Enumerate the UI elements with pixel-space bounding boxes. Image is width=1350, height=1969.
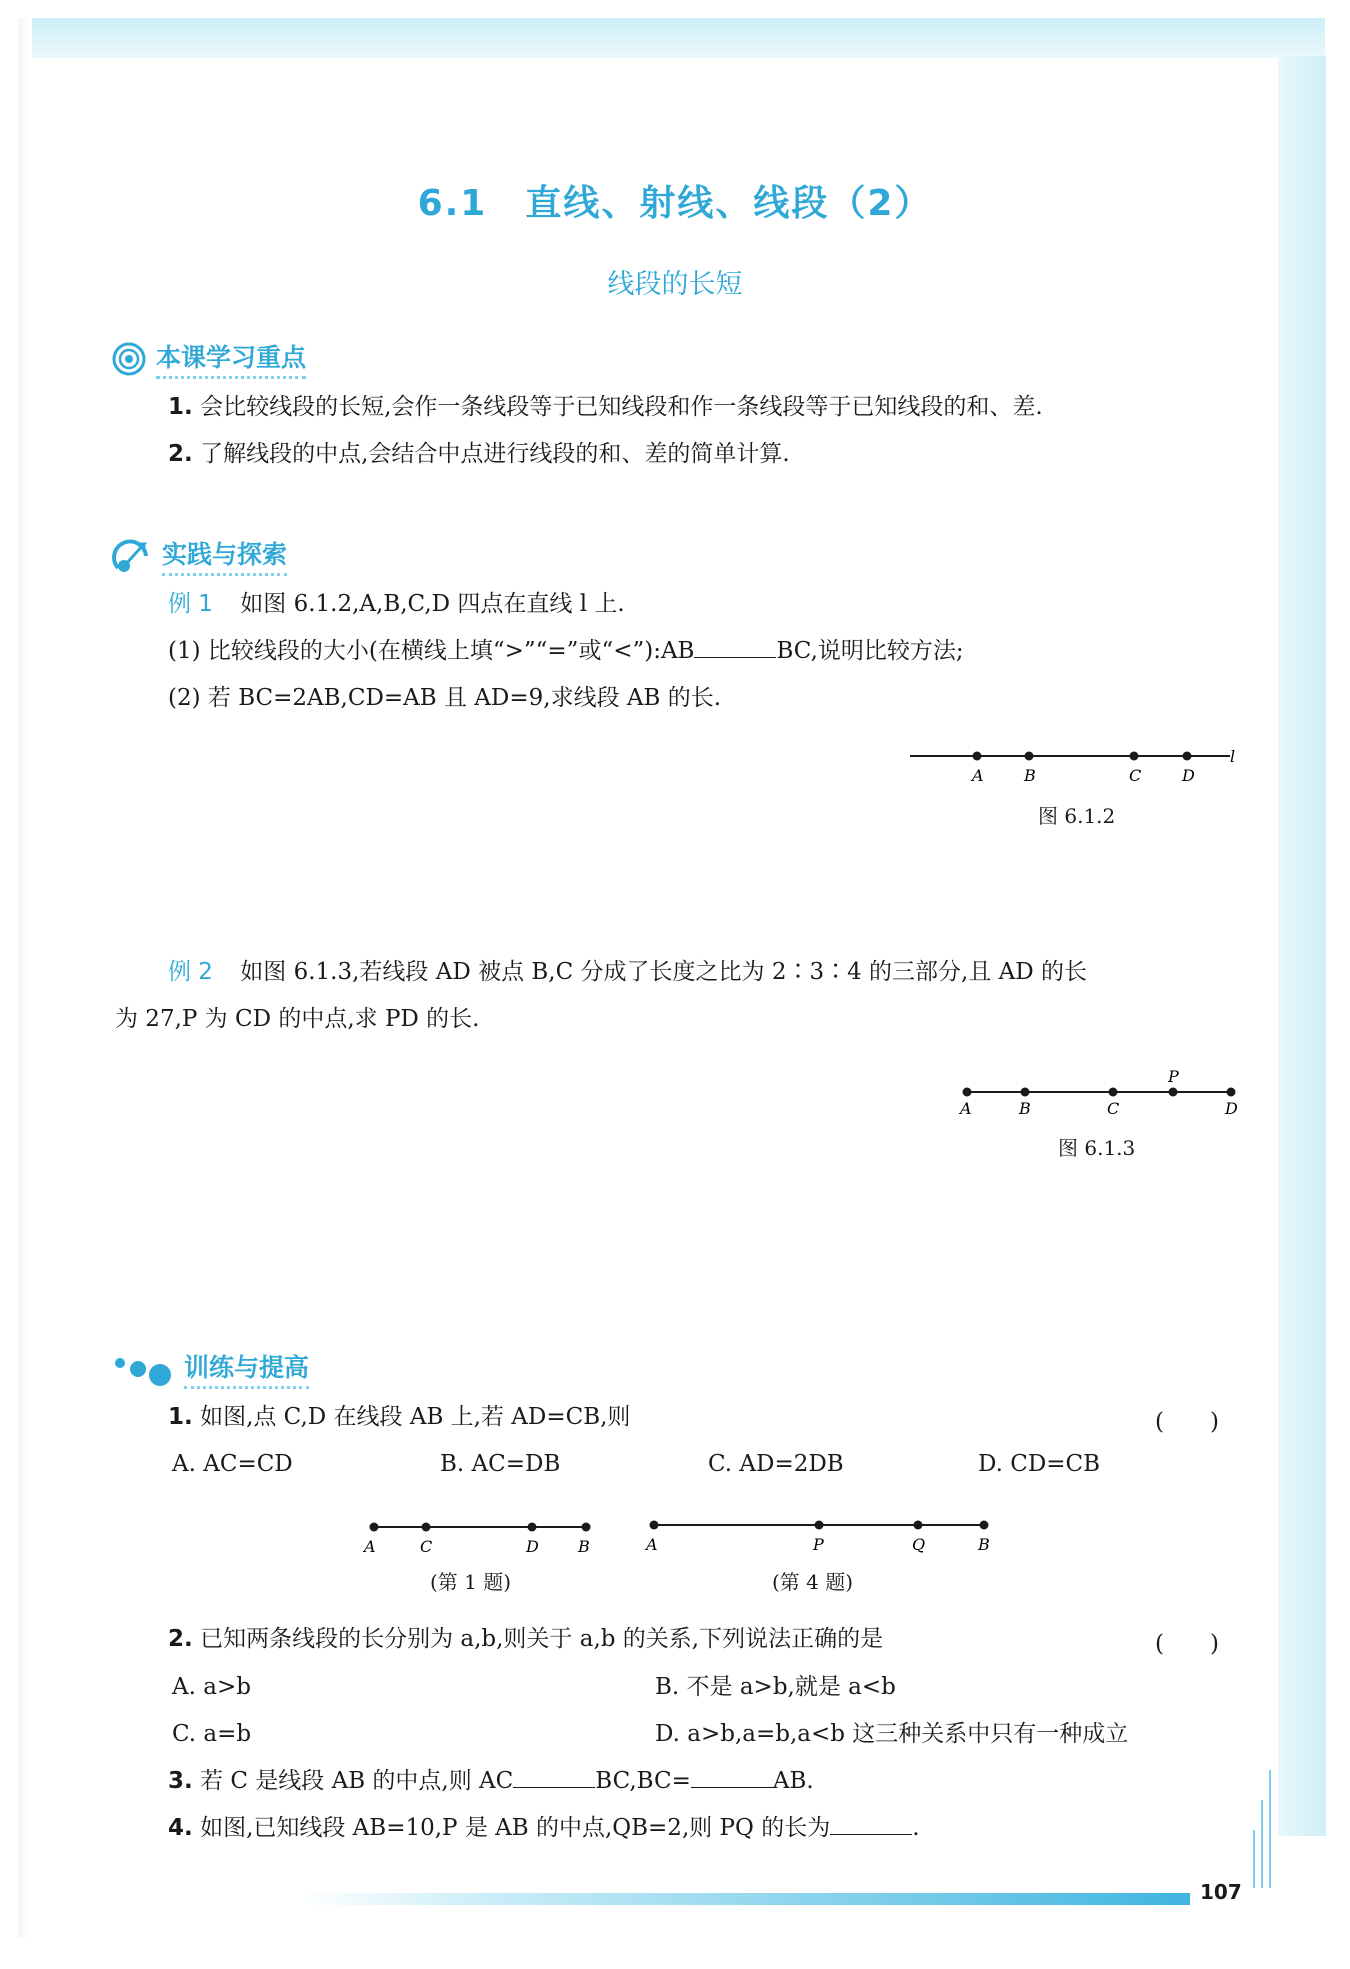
example2-label: 例 2 [168, 959, 213, 985]
example1-q2: (2) 若 BC=2AB,CD=AB 且 AD=9,求线段 AB 的长. [168, 685, 722, 711]
page-number: 107 [1200, 1880, 1242, 1904]
key-point-1 [168, 393, 1043, 423]
label-a: A [960, 1099, 972, 1118]
label-a: A [646, 1535, 658, 1554]
question-3 [168, 1767, 814, 1797]
question-2-text: 已知两条线段的长分别为 a,b,则关于 a,b 的关系,下列说法正确的是 [200, 1626, 884, 1652]
section-key-points-heading [112, 338, 306, 379]
question-1-text: 如图,点 C,D 在线段 AB 上,若 AD=CB,则 [200, 1404, 631, 1430]
question-4-post: . [912, 1815, 920, 1841]
question-2-option-b[interactable]: B. 不是 a>b,就是 a<b [655, 1674, 896, 1700]
point-a [973, 752, 982, 761]
point-a [370, 1523, 379, 1532]
figure-6-1-2-caption: 图 6.1.2 [1038, 804, 1116, 828]
label-d: D [526, 1537, 539, 1556]
key-point-1-num: 1. [168, 394, 193, 420]
question-1 [168, 1403, 630, 1433]
example1-label: 例 1 [168, 591, 213, 617]
question-4-num: 4. [168, 1815, 193, 1841]
label-b: B [1024, 766, 1036, 785]
question-3-mid: BC,BC= [595, 1768, 691, 1794]
section-practice-heading [112, 535, 287, 576]
question-1-num: 1. [168, 1404, 193, 1430]
example1-q1-post: BC,说明比较方法; [776, 638, 964, 664]
example1-q1 [168, 637, 964, 667]
point-b [1021, 1088, 1030, 1097]
figure-question-4 [640, 1510, 1000, 1560]
figure-question-1-caption: (第 1 题) [430, 1570, 512, 1594]
example1-intro [168, 590, 625, 620]
figure-6-1-3 [955, 1068, 1245, 1120]
key-point-2 [168, 440, 790, 470]
target-icon [112, 342, 146, 376]
bubbles-icon [112, 1351, 174, 1387]
question-1-option-c[interactable]: C. AD=2DB [708, 1451, 844, 1477]
point-d [1227, 1088, 1236, 1097]
label-a: A [972, 766, 984, 785]
question-3-blank-1[interactable] [513, 1769, 595, 1788]
point-p [1169, 1088, 1178, 1097]
question-3-post: AB. [772, 1768, 814, 1794]
example2-line1 [168, 958, 1087, 988]
question-2-option-a[interactable]: A. a>b [172, 1674, 251, 1700]
example2-text1: 如图 6.1.3,若线段 AD 被点 B,C 分成了长度之比为 2∶3∶4 的三部分,且 AD 的长 [240, 959, 1088, 985]
page-title: 6.1 直线、射线、线段（2） [417, 183, 933, 224]
section-key-points-label: 本课学习重点 [156, 338, 306, 379]
point-c [422, 1523, 431, 1532]
label-q: Q [912, 1535, 926, 1554]
point-a [963, 1088, 972, 1097]
footer-bar [300, 1893, 1190, 1905]
point-b [582, 1523, 591, 1532]
question-1-option-b[interactable]: B. AC=DB [440, 1451, 561, 1477]
frame-right-band [1278, 56, 1326, 1836]
question-2 [168, 1625, 883, 1655]
point-c [1130, 752, 1139, 761]
question-3-num: 3. [168, 1768, 193, 1794]
section-exercise-heading [112, 1348, 309, 1389]
example2-line2: 为 27,P 为 CD 的中点,求 PD 的长. [115, 1006, 480, 1032]
figure-6-1-2 [905, 740, 1245, 790]
question-2-option-c[interactable]: C. a=b [172, 1721, 252, 1747]
example1-text: 如图 6.1.2,A,B,C,D 四点在直线 l 上. [240, 591, 625, 617]
question-3-blank-2[interactable] [691, 1769, 773, 1788]
label-d: D [1182, 766, 1195, 785]
label-l: l [1230, 747, 1236, 766]
figure-6-1-3-caption: 图 6.1.3 [1058, 1136, 1136, 1160]
label-b: B [1019, 1099, 1031, 1118]
page-subtitle: 线段的长短 [607, 269, 743, 300]
footer-decoration-lines [1250, 1770, 1280, 1890]
point-c [1109, 1088, 1118, 1097]
figure-question-1 [360, 1512, 600, 1562]
key-point-2-num: 2. [168, 441, 193, 467]
compass-arrow-icon [112, 536, 152, 576]
point-q [914, 1521, 923, 1530]
label-p: P [1168, 1067, 1179, 1086]
question-2-num: 2. [168, 1626, 193, 1652]
point-p [815, 1521, 824, 1530]
label-c: C [420, 1537, 433, 1556]
question-1-option-a[interactable]: A. AC=CD [172, 1451, 293, 1477]
label-b: B [978, 1535, 990, 1554]
question-1-answer-paren[interactable]: ( ) [1155, 1409, 1219, 1435]
question-4-blank[interactable] [830, 1816, 912, 1835]
point-b [980, 1521, 989, 1530]
question-2-option-d[interactable]: D. a>b,a=b,a<b 这三种关系中只有一种成立 [655, 1721, 1129, 1747]
label-d: D [1225, 1099, 1238, 1118]
example1-answer-blank[interactable] [694, 639, 776, 658]
label-c: C [1129, 766, 1142, 785]
key-point-2-text: 了解线段的中点,会结合中点进行线段的和、差的简单计算. [200, 441, 790, 467]
label-p: P [813, 1535, 824, 1554]
question-2-answer-paren[interactable]: ( ) [1155, 1631, 1219, 1657]
figure-question-4-caption: (第 4 题) [772, 1570, 854, 1594]
frame-left-shadow [18, 18, 32, 1938]
section-exercise-label: 训练与提高 [184, 1348, 309, 1389]
question-3-pre: 若 C 是线段 AB 的中点,则 AC [200, 1768, 514, 1794]
label-a: A [364, 1537, 376, 1556]
example1-q1-pre: (1) 比较线段的大小(在横线上填“>”“=”或“<”):AB [168, 638, 695, 664]
section-practice-label: 实践与探索 [162, 535, 287, 576]
point-a [650, 1521, 659, 1530]
question-1-option-d[interactable]: D. CD=CB [978, 1451, 1101, 1477]
key-point-1-text: 会比较线段的长短,会作一条线段等于已知线段和作一条线段等于已知线段的和、差. [200, 394, 1043, 420]
question-4-pre: 如图,已知线段 AB=10,P 是 AB 的中点,QB=2,则 PQ 的长为 [200, 1815, 831, 1841]
point-d [1183, 752, 1192, 761]
question-4 [168, 1814, 920, 1844]
label-b: B [578, 1537, 590, 1556]
frame-top-band [30, 18, 1325, 58]
label-c: C [1107, 1099, 1120, 1118]
point-d [528, 1523, 537, 1532]
point-b [1025, 752, 1034, 761]
